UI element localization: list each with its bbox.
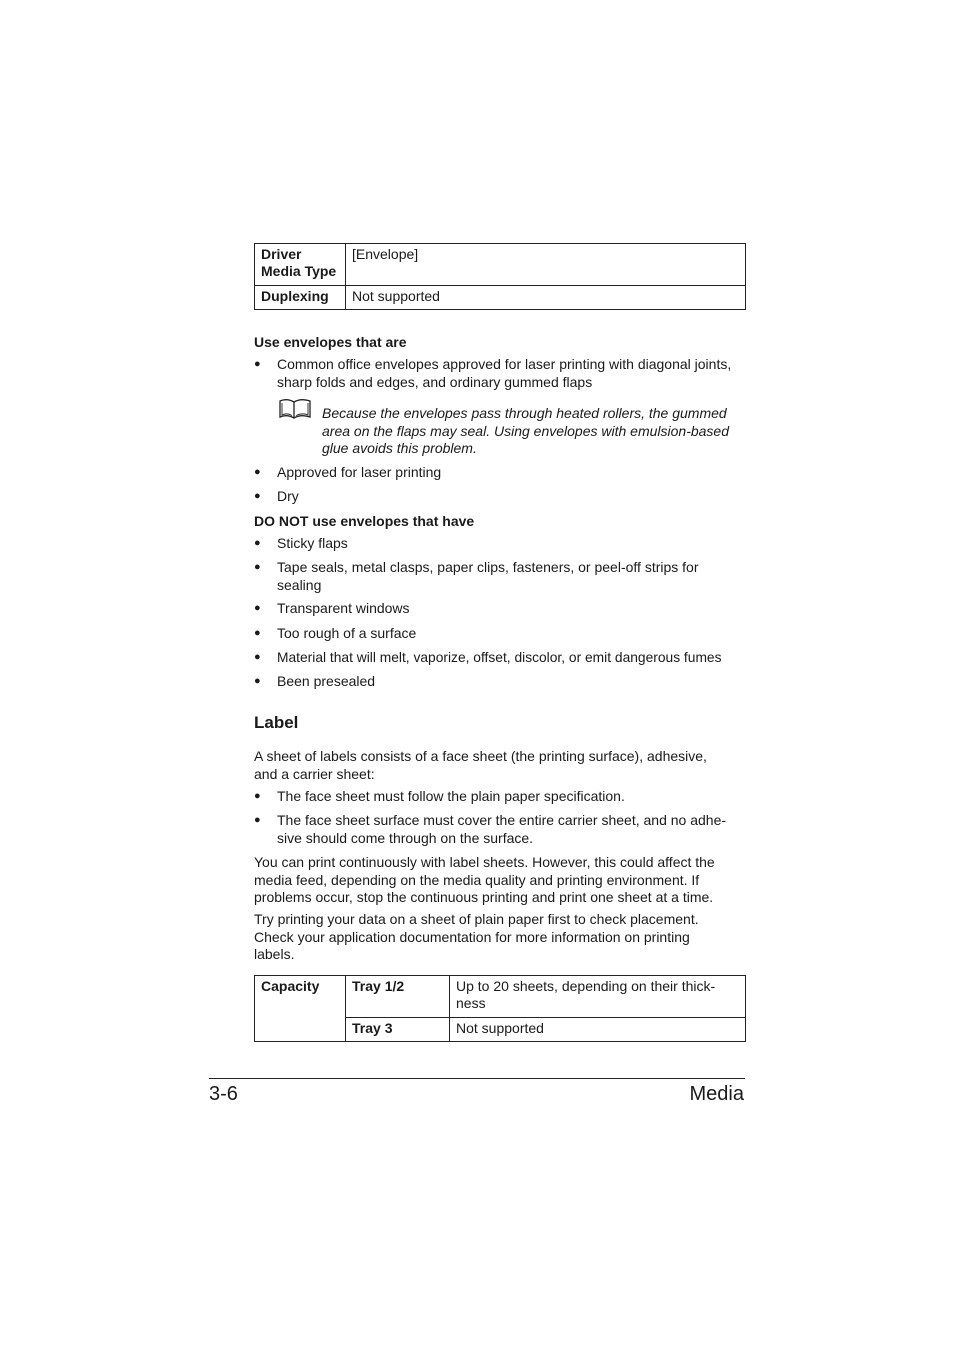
use-envelopes-heading: Use envelopes that are [254,334,407,350]
capacity-label-cell: Capacity [255,976,346,1042]
list-item [254,464,734,482]
bullet-icon: ● [254,675,261,687]
list-item [254,649,754,667]
list-item-text: Too rough of a surface [277,625,417,641]
table-value-cell: Up to 20 sheets, depending on their thick-ness [450,976,746,1018]
footer-rule [209,1078,745,1079]
do-not-use-heading: DO NOT use envelopes that have [254,513,475,529]
table-row [255,976,746,1018]
note-text: Because the envelopes pass through heated rollers, the gummed area on the flaps may seal. Using envelopes with emulsion-based glue avoids this problem. [322,405,730,456]
bullet-icon: ● [254,790,261,802]
list-item [254,488,734,506]
bullet-icon: ● [254,537,261,549]
list-item-text: Dry [277,488,299,504]
list-item [254,625,746,643]
bullet-icon: ● [254,602,261,614]
list-item-text: The face sheet must follow the plain paper specification. [277,788,625,804]
bullet-icon: ● [254,651,261,663]
table-value-cell: Not supported [346,286,746,310]
list-item-text: Tape seals, metal clasps, paper clips, fasteners, or peel-off strips for sealing [277,559,699,593]
list-item [254,559,724,594]
bullet-icon: ● [254,466,261,478]
capacity-table [254,975,746,1042]
table-value-cell: Not supported [450,1018,746,1042]
list-item-text: Approved for laser printing [277,464,442,480]
table-row [255,244,746,286]
label-intro-paragraph: A sheet of labels consists of a face sheet (the printing surface), adhesive, and a carrier sheet: [254,748,707,782]
list-item [254,788,746,806]
list-item-text: Material that will melt, vaporize, offset, discolor, or emit dangerous fumes [277,650,722,665]
list-item-text: Common office envelopes approved for laser printing with diagonal joints, sharp folds and edges, and ordinary gummed flaps [277,356,732,390]
envelope-spec-table [254,243,746,310]
list-item [254,535,746,553]
table-row [255,286,746,310]
list-item-text: The face sheet surface must cover the entire carrier sheet, and no adhe-sive should come through on the surface. [277,812,727,846]
table-value-cell: [Envelope] [346,244,746,286]
list-item-text: Been presealed [277,673,376,689]
footer-section-title: Media [689,1083,744,1105]
list-item-text: Transparent windows [277,600,410,616]
list-item [254,673,746,691]
bullet-icon: ● [254,814,261,826]
table-label-cell: Driver Media Type [255,244,346,286]
bullet-icon: ● [254,627,261,639]
note-icon [278,398,312,422]
label-paragraph-continuous: You can print continuously with label sheets. However, this could affect the media feed, depending on the media quality and printing environment. If problems occur, stop the continuous printing and print one sheet at a time. [254,854,715,905]
list-item [254,812,744,847]
tray-cell: Tray 3 [346,1018,450,1042]
list-item-text: Sticky flaps [277,535,348,551]
table-label-cell: Duplexing [255,286,346,310]
label-paragraph-test: Try printing your data on a sheet of plain paper first to check placement. Check your application documentation for more information on printing labels. [254,911,699,962]
list-item [254,600,746,618]
bullet-icon: ● [254,561,261,573]
label-section-heading: Label [254,713,299,732]
page-number: 3-6 [209,1083,238,1105]
tray-cell: Tray 1/2 [346,976,450,1018]
bullet-icon: ● [254,490,261,502]
list-item [254,356,734,391]
bullet-icon: ● [254,358,261,370]
